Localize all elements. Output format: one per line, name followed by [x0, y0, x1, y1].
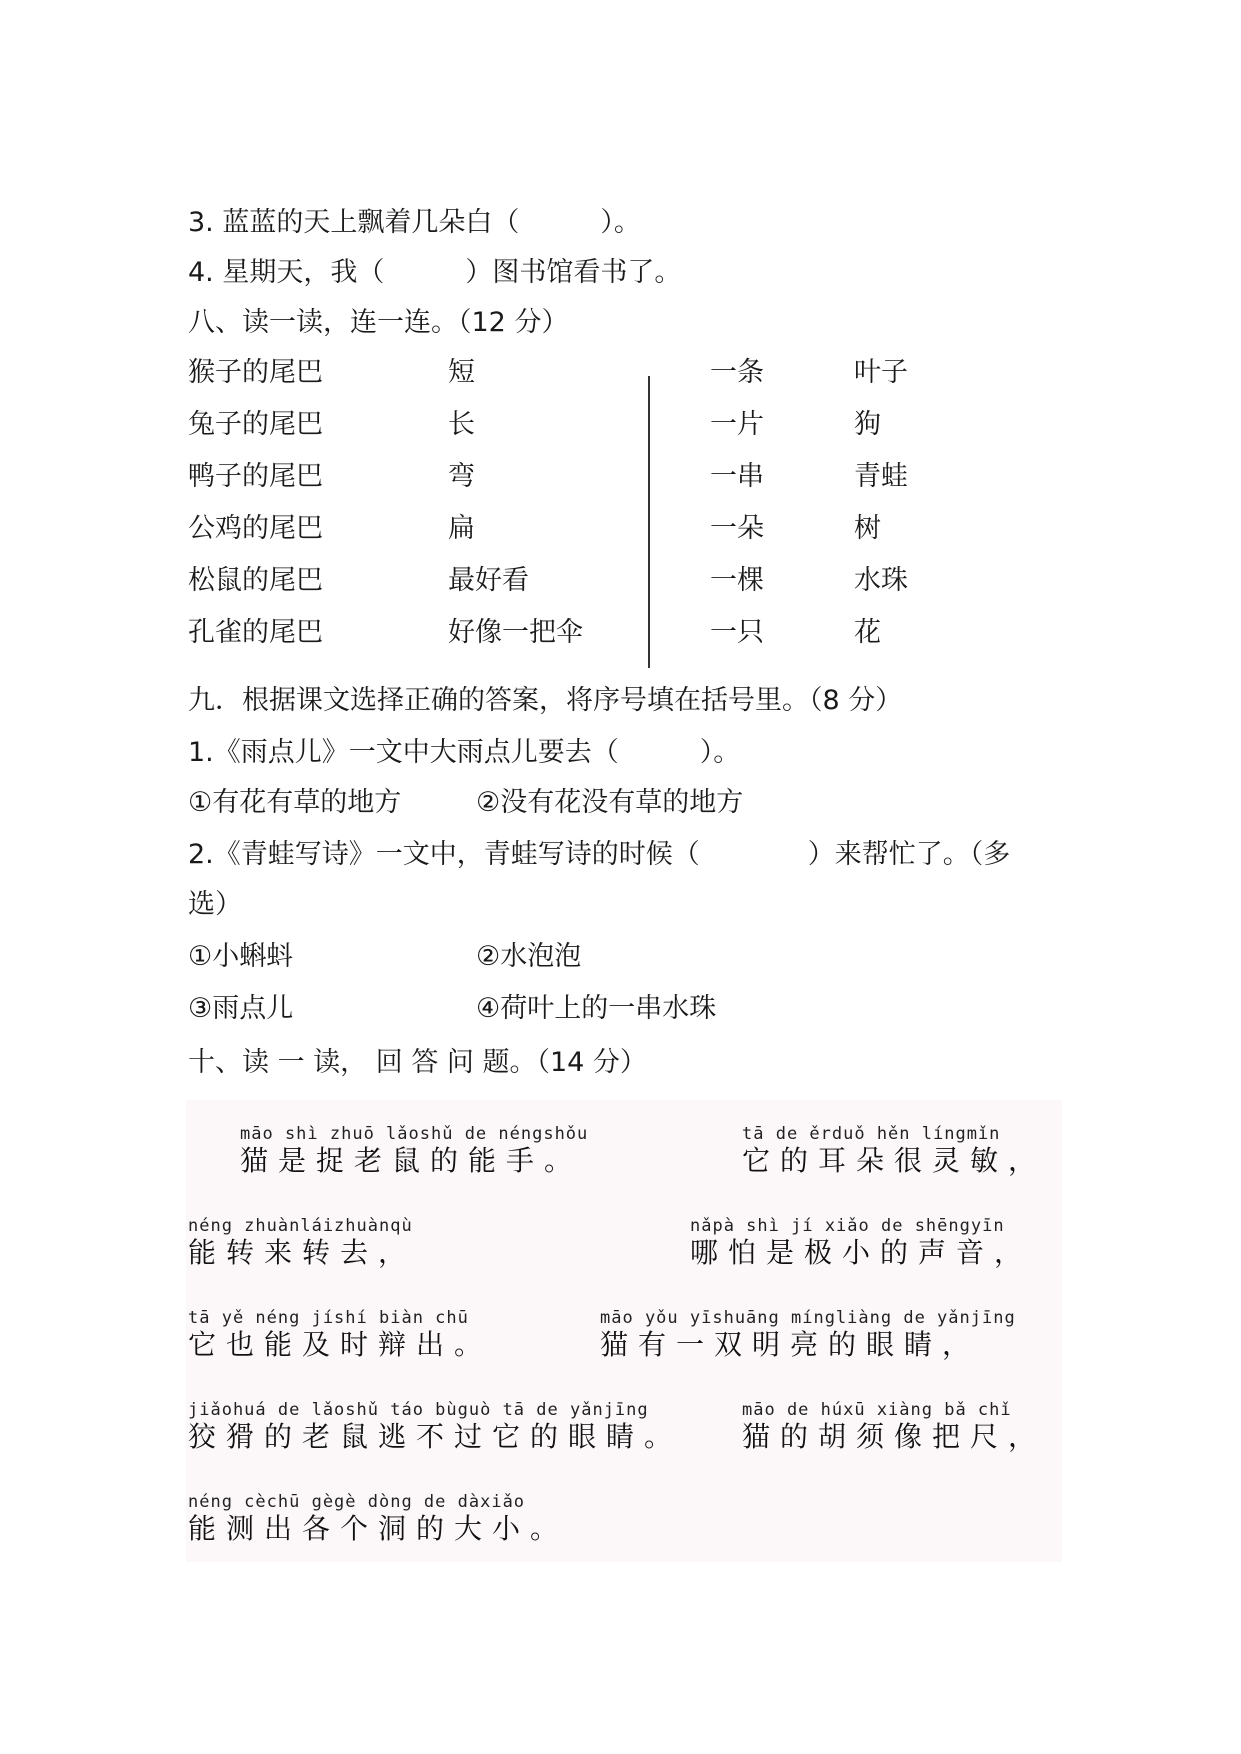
pinyin-text: māo de húxū xiàng bǎ chǐ: [742, 1400, 1012, 1420]
match-left-target: 弯: [448, 461, 475, 492]
match-right-target: 水珠: [854, 565, 908, 596]
question-9-2-option-4: ④荷叶上的一串水珠: [476, 993, 717, 1024]
pinyin-text: tā de ěrduǒ hěn língmǐn: [742, 1124, 1001, 1144]
question-9-2-option-1: ①小蝌蚪: [188, 941, 294, 972]
match-right-item: 一串: [710, 461, 764, 492]
pinyin-phrase: [742, 1124, 1046, 1178]
passage-line: [186, 1308, 1062, 1370]
pinyin-phrase: [600, 1308, 1016, 1362]
pinyin-text: jiǎohuá de lǎoshǔ táo bùguò tā de yǎnjīng: [188, 1400, 649, 1420]
question-9-1: 1.《雨点儿》一文中大雨点儿要去（ ）。: [188, 737, 741, 768]
match-left-item: 猴子的尾巴: [188, 357, 323, 388]
hanzi-text: 能测出各个洞的大小。: [188, 1512, 569, 1545]
passage-line: [186, 1400, 1062, 1462]
pinyin-phrase: [188, 1400, 682, 1454]
pinyin-text: néng zhuànláizhuànqù: [188, 1216, 413, 1236]
hanzi-text: 能转来转去，: [188, 1236, 417, 1269]
question-9-2-option-2: ②水泡泡: [476, 941, 582, 972]
pinyin-phrase: [690, 1216, 1032, 1270]
pinyin-phrase: [188, 1308, 492, 1362]
hanzi-text: 猫有一双明亮的眼睛，: [600, 1328, 981, 1361]
question-9-1-option-1: ①有花有草的地方: [188, 787, 402, 818]
match-right-item: 一只: [710, 617, 764, 648]
hanzi-text: 猫是捉老鼠的能手。: [240, 1144, 583, 1177]
pinyin-text: tā yě néng jíshí biàn chū: [188, 1308, 469, 1328]
match-right-target: 叶子: [854, 357, 908, 388]
pinyin-text: māo yǒu yīshuāng míngliàng de yǎnjīng: [600, 1308, 1016, 1328]
hanzi-text: 它也能及时辩出。: [188, 1328, 493, 1361]
match-right-item: 一片: [710, 409, 764, 440]
pinyin-phrase: [742, 1400, 1046, 1454]
reading-passage: [186, 1100, 1062, 1562]
match-left-item: 兔子的尾巴: [188, 409, 323, 440]
pinyin-text: māo shì zhuō lǎoshǔ de néngshǒu: [240, 1124, 589, 1144]
match-right-target: 树: [854, 513, 881, 544]
match-left-target: 长: [448, 409, 475, 440]
question-9-1-option-2: ②没有花没有草的地方: [476, 787, 744, 818]
match-left-item: 松鼠的尾巴: [188, 565, 323, 596]
section-9-heading: 九．根据课文选择正确的答案，将序号填在括号里。（8 分）: [188, 685, 903, 716]
match-right-item: 一朵: [710, 513, 764, 544]
passage-line: [186, 1492, 1062, 1554]
hanzi-text: 狡猾的老鼠逃不过它的眼睛。: [188, 1420, 683, 1453]
fill-blank-question-3: 3. 蓝蓝的天上飘着几朵白（ ）。: [188, 207, 641, 238]
section-8-heading: 八、读一读，连一连。（12 分）: [188, 307, 569, 338]
match-left-target: 短: [448, 357, 475, 388]
match-left-target: 好像一把伞: [448, 617, 583, 648]
match-right-target: 狗: [854, 409, 881, 440]
question-9-2: 2.《青蛙写诗》一文中，青蛙写诗的时候（ ）来帮忙了。（多: [188, 839, 1011, 870]
column-divider: [648, 376, 650, 668]
match-left-target: 扁: [448, 513, 475, 544]
pinyin-phrase: [240, 1124, 588, 1178]
pinyin-phrase: [188, 1492, 568, 1546]
question-9-2-continuation: 选）: [188, 889, 242, 920]
match-right-target: 花: [854, 617, 881, 648]
fill-blank-question-4: 4. 星期天，我（ ）图书馆看书了。: [188, 257, 682, 288]
hanzi-text: 它的耳朵很灵敏，: [742, 1144, 1047, 1177]
hanzi-text: 猫的胡须像把尺，: [742, 1420, 1047, 1453]
pinyin-phrase: [188, 1216, 416, 1270]
match-right-target: 青蛙: [854, 461, 908, 492]
hanzi-text: 哪怕是极小的声音，: [690, 1236, 1033, 1269]
question-9-2-option-3: ③雨点儿: [188, 993, 294, 1024]
match-left-item: 公鸡的尾巴: [188, 513, 323, 544]
section-10-heading: 十、读 一 读， 回 答 问 题。（14 分）: [188, 1047, 647, 1078]
passage-line: [186, 1124, 1062, 1186]
passage-line: [186, 1216, 1062, 1278]
match-right-item: 一棵: [710, 565, 764, 596]
match-left-item: 孔雀的尾巴: [188, 617, 323, 648]
pinyin-text: néng cèchū gègè dòng de dàxiǎo: [188, 1492, 526, 1512]
pinyin-text: nǎpà shì jí xiǎo de shēngyīn: [690, 1216, 1005, 1236]
match-left-item: 鸭子的尾巴: [188, 461, 323, 492]
match-right-item: 一条: [710, 357, 764, 388]
match-left-target: 最好看: [448, 565, 529, 596]
